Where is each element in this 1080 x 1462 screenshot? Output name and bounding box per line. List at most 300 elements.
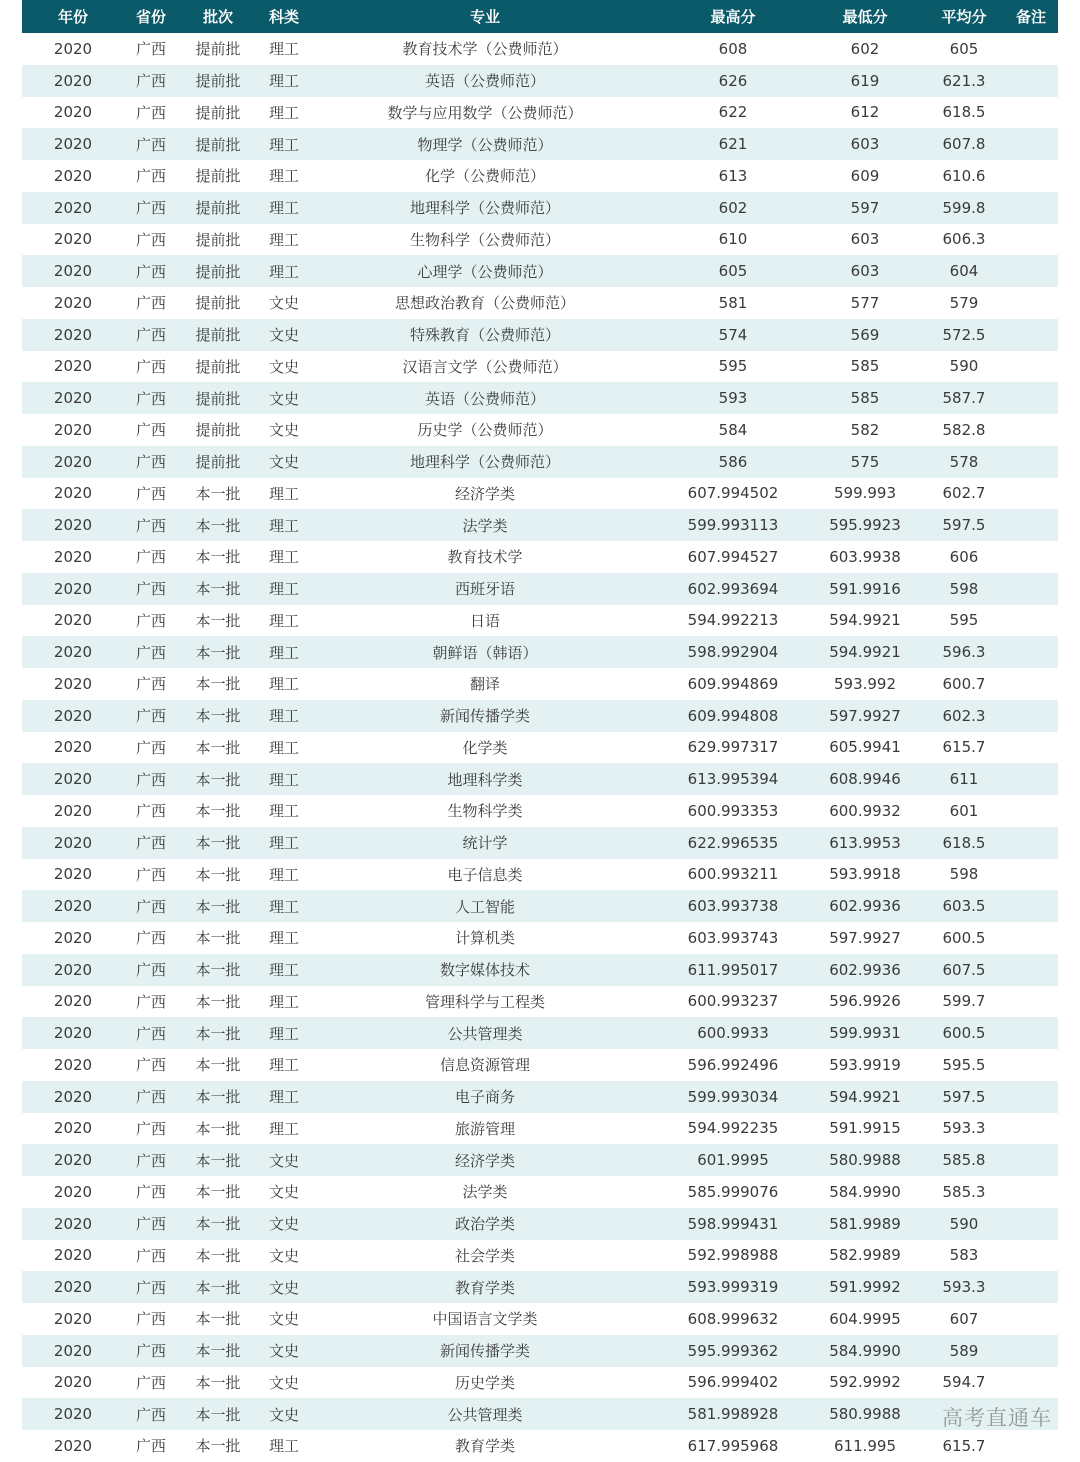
cell-province: 广西 [135,1310,166,1329]
cell-avg-score: 611 [949,770,979,789]
cell-major: 教育学类 [454,1278,515,1297]
table-row [22,954,1058,986]
cell-year: 2020 [53,1214,93,1233]
cell-category: 文史 [268,453,299,472]
cell-batch: 提前批 [195,199,241,218]
cell-major: 朝鲜语（韩语） [432,643,538,662]
cell-batch: 本一批 [195,1183,241,1202]
cell-major: 数学与应用数学（公费师范） [387,103,583,122]
cell-remark [1007,541,1055,573]
cell-avg-score: 598 [949,865,979,884]
cell-category: 理工 [268,929,299,948]
cell-max-score: 622 [718,103,748,122]
cell-category: 文史 [268,421,299,440]
cell-min-score: 603 [850,262,880,281]
cell-remark [1007,446,1055,478]
column-header-year: 年份 [57,8,88,26]
cell-avg-score: 583 [949,1246,979,1265]
cell-max-score: 598.999431 [687,1214,779,1233]
cell-batch: 本一批 [195,548,241,567]
cell-min-score: 605.9941 [829,738,901,757]
cell-major: 新闻传播学类 [439,1342,530,1361]
cell-major: 电子信息类 [447,865,523,884]
cell-major: 公共管理类 [447,1405,523,1424]
table-row [22,1049,1058,1081]
cell-remark [1007,605,1055,637]
cell-avg-score: 621.3 [942,71,986,90]
cell-year: 2020 [53,992,93,1011]
cell-year: 2020 [53,643,93,662]
cell-min-score: 591.9992 [829,1278,901,1297]
cell-avg-score: 607 [949,1309,979,1328]
cell-batch: 本一批 [195,929,241,948]
cell-batch: 提前批 [195,389,241,408]
cell-batch: 提前批 [195,72,241,91]
cell-major: 信息资源管理 [439,1056,530,1075]
cell-min-score: 609 [850,166,880,185]
cell-avg-score: 615.7 [942,1436,986,1455]
cell-max-score: 603.993738 [687,897,779,916]
cell-year: 2020 [53,960,93,979]
cell-category: 理工 [268,865,299,884]
cell-category: 理工 [268,738,299,757]
cell-batch: 本一批 [195,1151,241,1170]
cell-province: 广西 [135,580,166,599]
cell-avg-score: 596.3 [942,643,986,662]
cell-major: 政治学类 [454,1215,515,1234]
cell-avg-score: 607.5 [942,960,986,979]
cell-province: 广西 [135,897,166,916]
cell-remark [1007,1240,1055,1272]
cell-category: 理工 [268,167,299,186]
cell-remark [1007,573,1055,605]
cell-min-score: 611.995 [833,1436,897,1455]
cell-major: 电子商务 [454,1088,515,1107]
cell-major: 社会学类 [454,1246,515,1265]
cell-min-score: 575 [850,452,880,471]
cell-max-score: 586 [718,452,748,471]
cell-category: 文史 [268,1183,299,1202]
cell-year: 2020 [53,325,93,344]
cell-batch: 提前批 [195,262,241,281]
cell-category: 理工 [268,1088,299,1107]
cell-avg-score: 618.5 [942,103,986,122]
cell-province: 广西 [135,707,166,726]
cell-max-score: 617.995968 [687,1436,779,1455]
cell-batch: 本一批 [195,1310,241,1329]
cell-remark [1007,319,1055,351]
cell-avg-score: 589 [949,1341,979,1360]
cell-category: 理工 [268,199,299,218]
cell-batch: 本一批 [195,834,241,853]
cell-min-score: 602.9936 [829,960,901,979]
cell-category: 理工 [268,643,299,662]
cell-min-score: 594.9921 [829,1087,901,1106]
cell-batch: 本一批 [195,802,241,821]
cell-max-score: 600.9933 [697,1024,769,1043]
cell-avg-score: 598 [949,579,979,598]
cell-remark [1007,827,1055,859]
cell-max-score: 599.993113 [687,516,779,535]
cell-batch: 提前批 [195,40,241,59]
cell-min-score: 569 [850,325,880,344]
cell-min-score: 593.9918 [829,865,901,884]
cell-max-score: 602 [718,198,748,217]
cell-remark [1007,954,1055,986]
cell-batch: 提前批 [195,230,241,249]
cell-max-score: 593.999319 [687,1278,779,1297]
table-row [22,1367,1058,1399]
cell-batch: 本一批 [195,1024,241,1043]
cell-category: 文史 [268,1215,299,1234]
cell-avg-score: 593.3 [942,1119,986,1138]
cell-year: 2020 [53,293,93,312]
cell-avg-score: 604 [949,262,979,281]
table-row [22,1430,1058,1462]
cell-category: 理工 [268,770,299,789]
column-header-remark: 备注 [1015,8,1046,26]
column-header-min-score: 最低分 [842,8,888,26]
cell-province: 广西 [135,1405,166,1424]
cell-min-score: 597.9927 [829,928,901,947]
cell-max-score: 600.993353 [687,801,779,820]
cell-avg-score: 600.5 [942,1024,986,1043]
cell-batch: 本一批 [195,770,241,789]
cell-major: 历史学类 [454,1373,515,1392]
cell-province: 广西 [135,1183,166,1202]
cell-max-score: 621 [718,135,748,154]
cell-remark [1007,478,1055,510]
cell-max-score: 608 [718,39,748,58]
table-row [22,763,1058,795]
cell-category: 文史 [268,1310,299,1329]
cell-max-score: 596.999402 [687,1373,779,1392]
cell-year: 2020 [53,357,93,376]
cell-category: 文史 [268,1405,299,1424]
cell-min-score: 591.9916 [829,579,901,598]
cell-min-score: 580.9988 [829,1151,901,1170]
cell-avg-score: 597.5 [942,516,986,535]
cell-category: 文史 [268,326,299,345]
cell-batch: 本一批 [195,580,241,599]
cell-category: 文史 [268,1151,299,1170]
cell-max-score: 602.993694 [687,579,779,598]
cell-province: 广西 [135,1215,166,1234]
cell-max-score: 581 [718,293,748,312]
cell-avg-score: 585.3 [942,1182,986,1201]
cell-major: 公共管理类 [447,1024,523,1043]
table-row [22,890,1058,922]
cell-avg-score: 600.7 [942,674,986,693]
cell-batch: 本一批 [195,643,241,662]
cell-avg-score: 595 [949,611,979,630]
cell-batch: 本一批 [195,1405,241,1424]
cell-major: 地理科学（公费师范） [409,199,560,218]
cell-remark [1007,668,1055,700]
cell-category: 理工 [268,834,299,853]
cell-min-score: 577 [850,293,880,312]
column-header-avg-score: 平均分 [941,8,987,26]
cell-max-score: 610 [718,230,748,249]
cell-batch: 提前批 [195,357,241,376]
cell-max-score: 613.995394 [687,770,779,789]
cell-category: 理工 [268,992,299,1011]
cell-category: 理工 [268,675,299,694]
cell-batch: 本一批 [195,1056,241,1075]
cell-max-score: 629.997317 [687,738,779,757]
cell-category: 文史 [268,357,299,376]
table-row [22,1240,1058,1272]
cell-batch: 本一批 [195,961,241,980]
table-row [22,1113,1058,1145]
cell-year: 2020 [53,1119,93,1138]
table-row [22,859,1058,891]
cell-min-score: 595.9923 [829,516,901,535]
table-row [22,33,1058,65]
cell-remark [1007,732,1055,764]
cell-remark [1007,1303,1055,1335]
cell-year: 2020 [53,1246,93,1265]
cell-batch: 本一批 [195,1278,241,1297]
cell-batch: 提前批 [195,453,241,472]
cell-major: 心理学（公费师范） [417,262,553,281]
cell-province: 广西 [135,1246,166,1265]
cell-max-score: 622.996535 [687,833,779,852]
cell-year: 2020 [53,1341,93,1360]
cell-batch: 提前批 [195,326,241,345]
cell-major: 生物科学（公费师范） [409,230,560,249]
cell-province: 广西 [135,484,166,503]
cell-min-score: 596.9926 [829,992,901,1011]
cell-province: 广西 [135,865,166,884]
cell-category: 理工 [268,707,299,726]
cell-year: 2020 [53,674,93,693]
cell-max-score: 605 [718,262,748,281]
cell-category: 理工 [268,1119,299,1138]
cell-avg-score: 599.8 [942,198,986,217]
cell-remark [1007,1144,1055,1176]
cell-max-score: 609.994869 [687,674,779,693]
cell-province: 广西 [135,802,166,821]
cell-year: 2020 [53,420,93,439]
cell-remark [1007,224,1055,256]
cell-avg-score: 587.7 [942,389,986,408]
cell-major: 地理科学类 [447,770,523,789]
cell-batch: 本一批 [195,1088,241,1107]
cell-batch: 本一批 [195,516,241,535]
cell-remark [1007,700,1055,732]
cell-batch: 提前批 [195,421,241,440]
cell-year: 2020 [53,579,93,598]
cell-max-score: 600.993211 [687,865,779,884]
cell-province: 广西 [135,326,166,345]
cell-category: 文史 [268,389,299,408]
cell-min-score: 603 [850,230,880,249]
cell-year: 2020 [53,262,93,281]
cell-max-score: 609.994808 [687,706,779,725]
cell-category: 理工 [268,262,299,281]
cell-batch: 本一批 [195,1119,241,1138]
cell-max-score: 599.993034 [687,1087,779,1106]
cell-avg-score: 602.7 [942,484,986,503]
cell-remark [1007,65,1055,97]
cell-max-score: 581.998928 [687,1405,779,1424]
table-row [22,446,1058,478]
cell-major: 化学（公费师范） [424,167,545,186]
cell-max-score: 592.998988 [687,1246,779,1265]
table-row [22,1335,1058,1367]
table-row [22,478,1058,510]
table-row [22,1081,1058,1113]
cell-year: 2020 [53,1405,93,1424]
cell-category: 理工 [268,516,299,535]
cell-max-score: 600.993237 [687,992,779,1011]
cell-province: 广西 [135,1342,166,1361]
cell-batch: 本一批 [195,992,241,1011]
table-row [22,986,1058,1018]
cell-avg-score: 594.7 [942,1373,986,1392]
cell-avg-score: 603.5 [942,897,986,916]
cell-year: 2020 [53,801,93,820]
cell-category: 理工 [268,548,299,567]
cell-province: 广西 [135,135,166,154]
cell-major: 英语（公费师范） [424,72,545,91]
table-row [22,192,1058,224]
cell-avg-score: 618.5 [942,833,986,852]
cell-min-score: 599.9931 [829,1024,901,1043]
cell-remark [1007,255,1055,287]
cell-avg-score: 593.3 [942,1278,986,1297]
cell-year: 2020 [53,1087,93,1106]
cell-min-score: 594.9921 [829,611,901,630]
cell-max-score: 601.9995 [697,1151,769,1170]
cell-max-score: 603.993743 [687,928,779,947]
cell-province: 广西 [135,834,166,853]
cell-major: 新闻传播学类 [439,707,530,726]
cell-year: 2020 [53,103,93,122]
cell-major: 教育学类 [454,1437,515,1456]
cell-remark [1007,509,1055,541]
cell-year: 2020 [53,770,93,789]
cell-major: 经济学类 [454,1151,515,1170]
cell-category: 理工 [268,1056,299,1075]
cell-min-score: 580.9988 [829,1405,901,1424]
cell-remark [1007,287,1055,319]
cell-province: 广西 [135,389,166,408]
cell-avg-score: 579 [949,293,979,312]
cell-min-score: 608.9946 [829,770,901,789]
cell-remark [1007,1081,1055,1113]
cell-province: 广西 [135,1151,166,1170]
cell-max-score: 598.992904 [687,643,779,662]
cell-remark [1007,890,1055,922]
cell-year: 2020 [53,1182,93,1201]
column-header-batch: 批次 [202,8,233,26]
cell-year: 2020 [53,1373,93,1392]
cell-batch: 提前批 [195,135,241,154]
cell-min-score: 594.9921 [829,643,901,662]
cell-min-score: 597 [850,198,880,217]
cell-avg-score: 585.8 [942,1151,986,1170]
cell-min-score: 585 [850,357,880,376]
cell-batch: 本一批 [195,707,241,726]
cell-remark [1007,1176,1055,1208]
cell-category: 理工 [268,40,299,59]
cell-major: 管理科学与工程类 [424,992,545,1011]
cell-year: 2020 [53,230,93,249]
cell-year: 2020 [53,738,93,757]
table-row [22,160,1058,192]
cell-remark [1007,128,1055,160]
table-row [22,128,1058,160]
column-header-max-score: 最高分 [710,8,756,26]
cell-major: 统计学 [462,834,508,853]
cell-min-score: 600.9932 [829,801,901,820]
cell-major: 经济学类 [454,484,515,503]
cell-max-score: 594.992213 [687,611,779,630]
cell-batch: 本一批 [195,1342,241,1361]
cell-avg-score: 607.8 [942,135,986,154]
cell-major: 汉语言文学（公费师范） [402,357,568,376]
cell-major: 教育技术学（公费师范） [402,40,568,59]
cell-max-score: 574 [718,325,748,344]
cell-min-score: 599.993 [833,484,897,503]
cell-min-score: 582 [850,420,880,439]
cell-category: 文史 [268,1246,299,1265]
cell-avg-score: 615.7 [942,738,986,757]
table-row [22,414,1058,446]
cell-major: 西班牙语 [454,580,515,599]
cell-max-score: 584 [718,420,748,439]
table-row [22,97,1058,129]
cell-year: 2020 [53,611,93,630]
cell-avg-score: 606 [949,547,979,566]
cell-province: 广西 [135,167,166,186]
cell-province: 广西 [135,961,166,980]
cell-province: 广西 [135,103,166,122]
cell-major: 中国语言文学类 [432,1310,538,1329]
cell-year: 2020 [53,833,93,852]
table-row [22,382,1058,414]
table-row [22,1398,1058,1430]
cell-avg-score: 572.5 [942,325,986,344]
cell-remark [1007,1367,1055,1399]
table-row [22,827,1058,859]
cell-year: 2020 [53,706,93,725]
cell-category: 理工 [268,580,299,599]
cell-province: 广西 [135,294,166,313]
cell-category: 理工 [268,961,299,980]
cell-year: 2020 [53,1024,93,1043]
cell-avg-score: 606.3 [942,230,986,249]
cell-min-score: 613.9953 [829,833,901,852]
table-row [22,1208,1058,1240]
cell-min-score: 593.992 [833,674,897,693]
cell-major: 特殊教育（公费师范） [409,326,560,345]
cell-province: 广西 [135,738,166,757]
table-row [22,636,1058,668]
cell-category: 理工 [268,611,299,630]
cell-major: 法学类 [462,516,508,535]
cell-province: 广西 [135,516,166,535]
cell-major: 思想政治教育（公费师范） [394,294,575,313]
cell-max-score: 607.994527 [687,547,779,566]
cell-avg-score: 601 [949,801,979,820]
cell-year: 2020 [53,1151,93,1170]
cell-province: 广西 [135,357,166,376]
cell-major: 生物科学类 [447,802,523,821]
cell-year: 2020 [53,484,93,503]
